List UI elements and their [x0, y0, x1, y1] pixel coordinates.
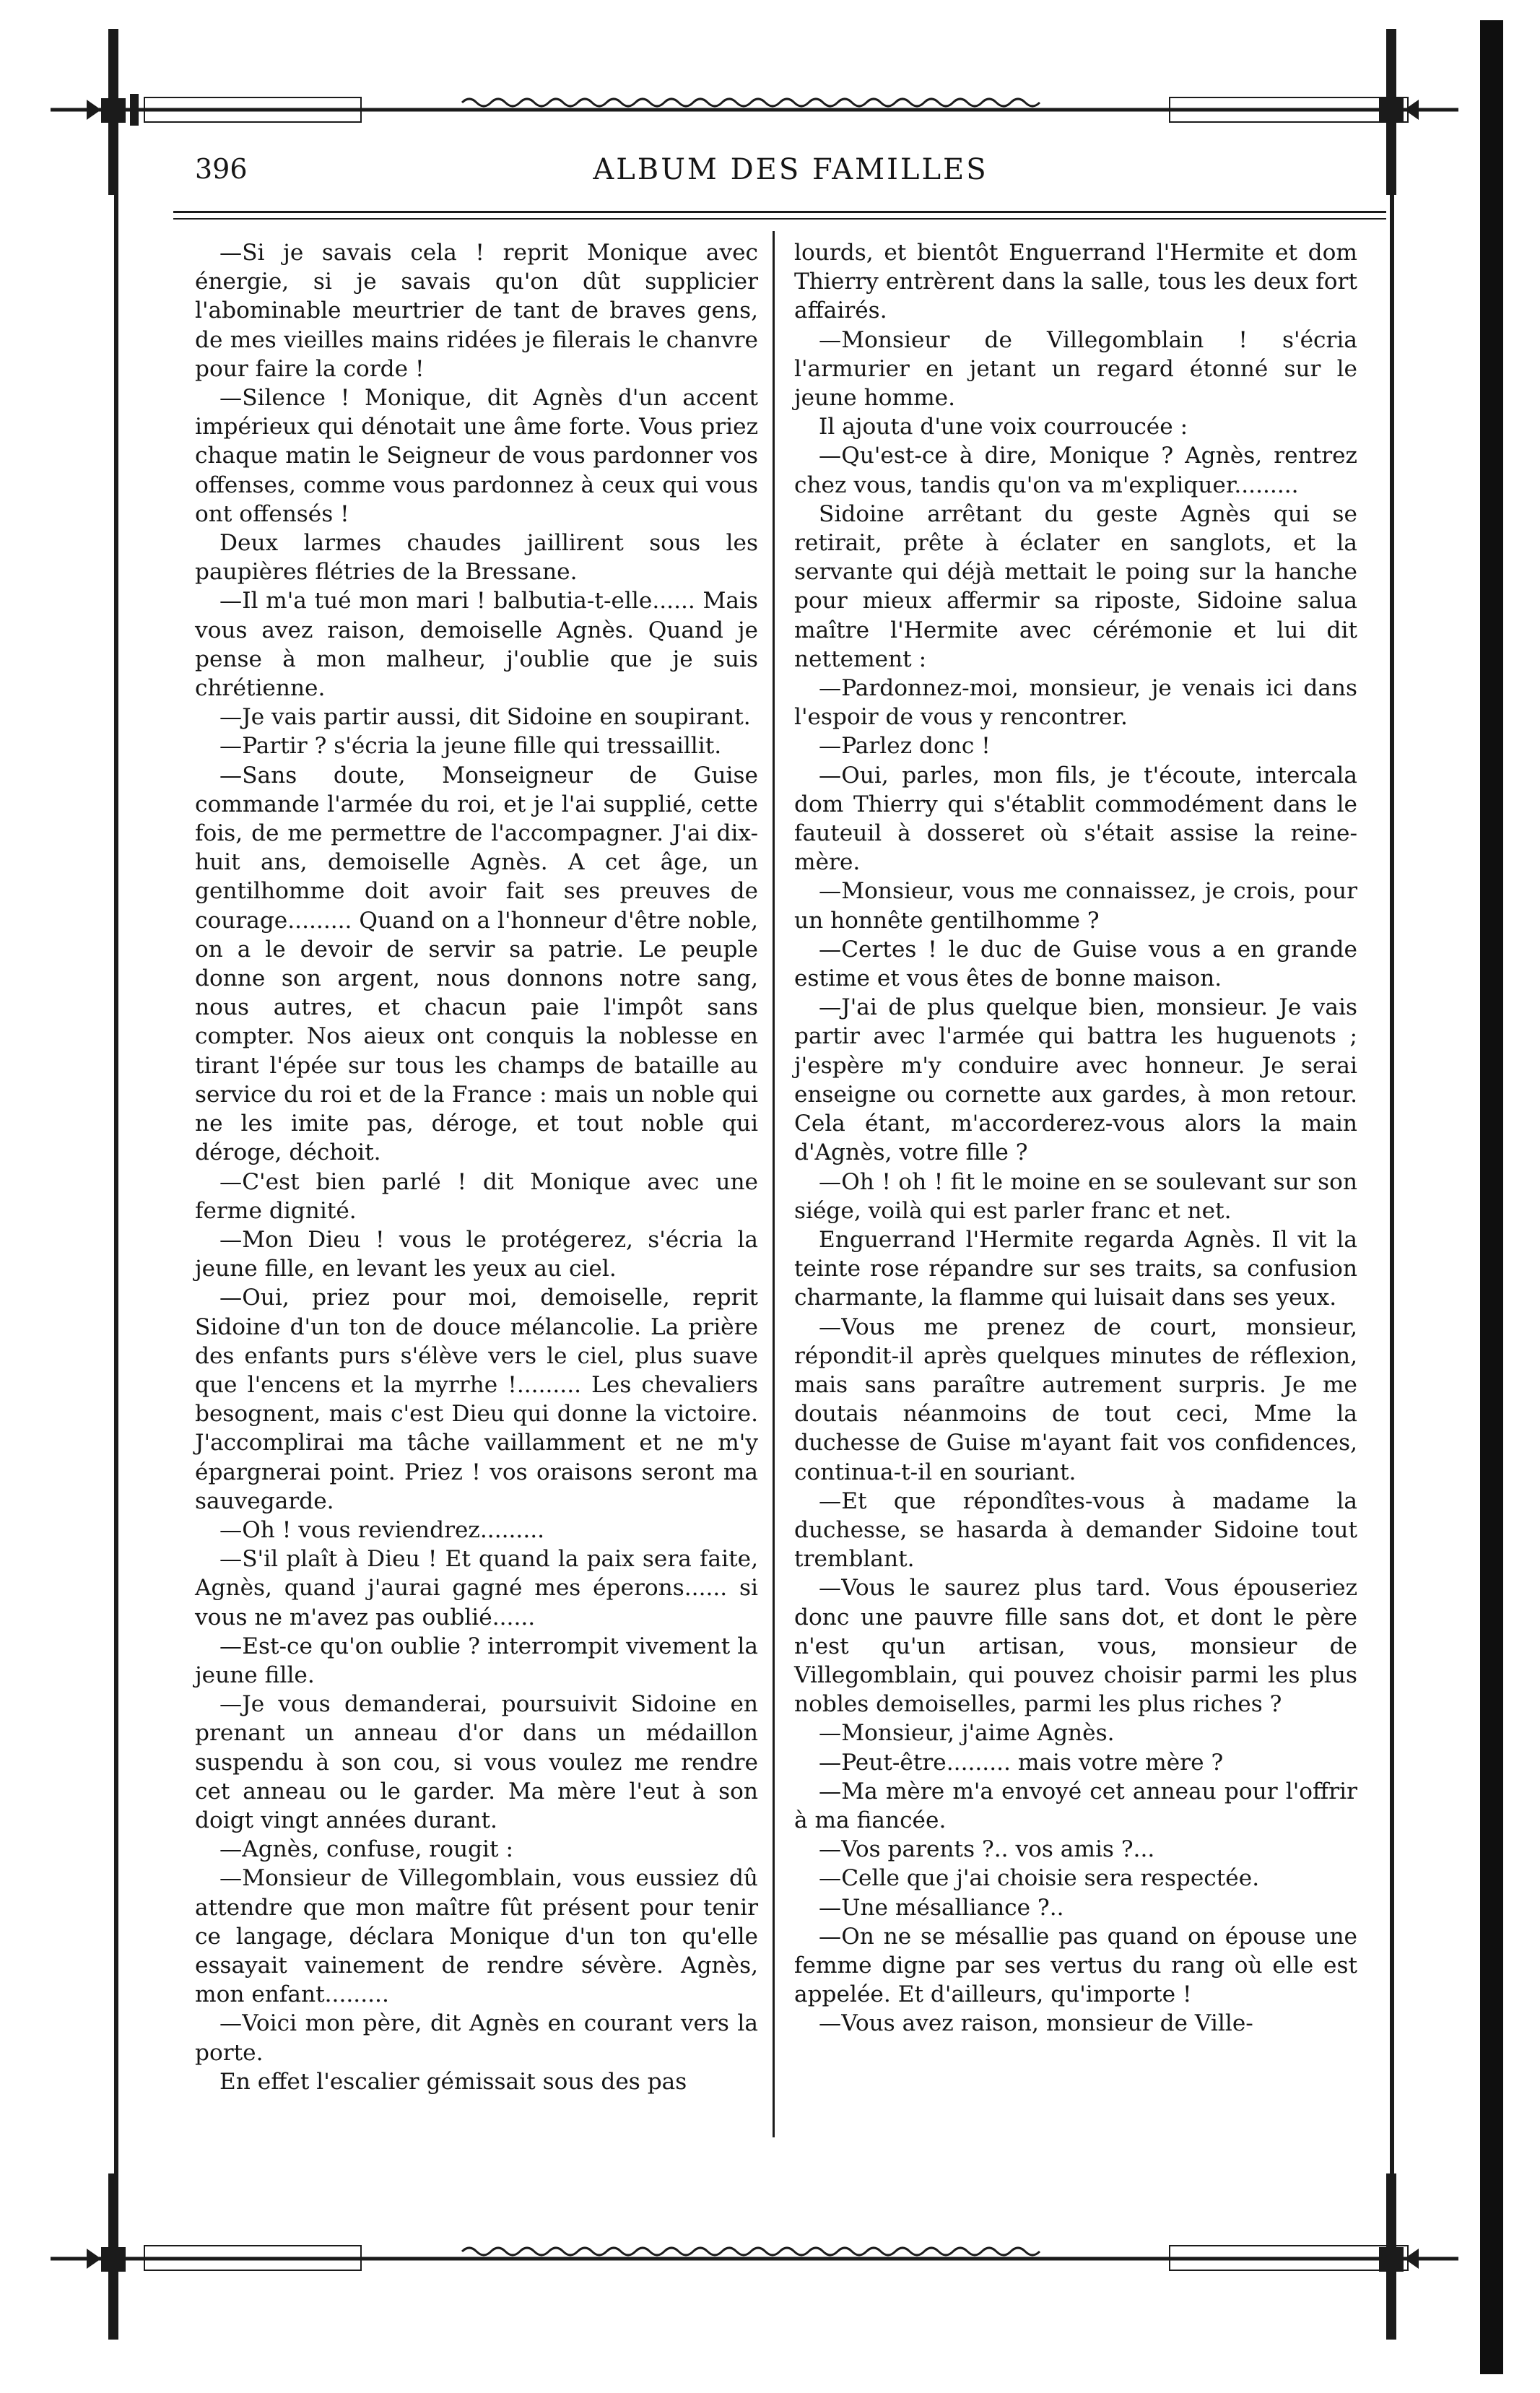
paragraph: —Parlez donc !: [819, 733, 991, 760]
paragraph: —Voici mon père, dit Agnès en courant vers la porte.: [195, 2010, 758, 2066]
paragraph: —Oh ! vous reviendrez.........: [219, 1516, 545, 1543]
header-rule-top: [173, 211, 1386, 213]
paragraph: —Je vous demanderai, poursuivit Sidoine en prenant un anneau d'or dans un médaillon suspendu à son cou, si vous voulez me rendre cet anneau ou le garder. Ma mère l'eut à son doigt vingt années durant.: [195, 1691, 758, 1833]
paragraph: —Si je savais cela ! reprit Monique avec énergie, si je savais qu'on dût supplicier l'abominable meurtrier de tant de braves gens, de mes vieilles mains ridées je filerais le chanvre pour faire la corde !: [195, 240, 758, 382]
paragraph: —Monsieur, j'aime Agnès.: [819, 1720, 1115, 1747]
paragraph: —Partir ? s'écria la jeune fille qui tressaillit.: [219, 733, 722, 760]
paragraph: —Vous avez raison, monsieur de Ville-: [819, 2010, 1253, 2037]
page-header: [195, 153, 1386, 204]
paragraph: —Est-ce qu'on oublie ? interrompit vivement la jeune fille.: [195, 1633, 758, 1688]
left-border-line: [114, 173, 118, 2210]
paragraph: —Vous me prenez de court, monsieur, répondit-il après quelques minutes de réflexion, mais sans paraître autrement surpris. Je me doutais néanmoins de tout ceci, Mme la duchesse de Guise m'ayant fait vos confidences, continua-t-il en souriant.: [794, 1313, 1357, 1485]
paragraph: —Monsieur, vous me connaissez, je crois, pour un honnête gentilhomme ?: [794, 878, 1357, 934]
paragraph: —Ma mère m'a envoyé cet anneau pour l'offrir à ma fiancée.: [794, 1778, 1357, 1833]
right-border-bar: [1480, 20, 1503, 2374]
paragraph: —Vos parents ?.. vos amis ?...: [819, 1836, 1155, 1863]
paragraph: —Peut-être......... mais votre mère ?: [819, 1749, 1224, 1776]
paragraph: —Je vais partir aussi, dit Sidoine en soupirant.: [219, 704, 751, 731]
paragraph: —Vous le saurez plus tard. Vous épouseriez donc une pauvre fille sans dot, et dont le père n'est qu'un artisan, vous, monsieur de Villegomblain, qui pouvez choisir parmi les plus nobles demoiselles, parmi les plus riches ?: [794, 1575, 1357, 1718]
page-number: 396: [195, 153, 248, 185]
paragraph: —Mon Dieu ! vous le protégerez, s'écria la jeune fille, en levant les yeux au ciel.: [195, 1226, 758, 1282]
paragraph: —Et que répondîtes-vous à madame la duchesse, se hasarda à demander Sidoine tout tremblant.: [794, 1488, 1357, 1573]
paragraph: —Certes ! le duc de Guise vous a en grande estime et vous êtes de bonne maison.: [794, 936, 1357, 992]
paragraph: —Oui, priez pour moi, demoiselle, reprit Sidoine d'un ton de douce mélancolie. La prière des enfants purs s'élève vers le ciel, plus suave que l'encens et la myrrhe !......... Les chevaliers besognent, mais c'est Dieu qui donne la victoire. J'accomplirai ma tâche vaillamment et ne m'y épargnerai point. Priez ! vos oraisons seront ma sauvegarde.: [195, 1285, 758, 1514]
paragraph: Il ajouta d'une voix courroucée :: [819, 414, 1188, 440]
paragraph: —Celle que j'ai choisie sera respectée.: [819, 1865, 1260, 1892]
paragraph: —Monsieur de Villegomblain ! s'écria l'armurier en jetant un regard étonné sur le jeune homme.: [794, 326, 1357, 412]
paragraph: —Il m'a tué mon mari ! balbutia-t-elle...... Mais vous avez raison, demoiselle Agnès. Quand je pense à mon malheur, j'oublie que je suis chrétienne.: [195, 588, 758, 702]
paragraph: —Qu'est-ce à dire, Monique ? Agnès, rentrez chez vous, tandis qu'on va m'expliquer.........: [794, 443, 1357, 498]
paragraph: En effet l'escalier gémissait sous des pas: [219, 2068, 687, 2095]
paragraph: Enguerrand l'Hermite regarda Agnès. Il vit la teinte rose répandre sur ses traits, sa confusion charmante, la flamme qui luisait dans ses yeux.: [794, 1226, 1357, 1311]
paragraph: Sidoine arrêtant du geste Agnès qui se retirait, prête à éclater en sanglots, et la servante qui déjà mettait le poing sur la hanche pour mieux affermir sa riposte, Sidoine salua maître l'Hermite avec cérémonie et lui dit nettement :: [794, 500, 1357, 672]
paragraph: —Pardonnez-moi, monsieur, je venais ici dans l'espoir de vous y rencontrer.: [794, 675, 1357, 731]
paragraph: —Monsieur de Villegomblain, vous eussiez dû attendre que mon maître fût présent pour tenir ce langage, déclara Monique d'un ton qu'elle essayait vainement de rendre sévère. Agnès, mon enfant.........: [195, 1865, 758, 2008]
paragraph: —Oui, parles, mon fils, je t'écoute, intercala dom Thierry qui s'établit commodément dans le fauteuil à dosseret où s'était assise la reine-mère.: [794, 762, 1357, 876]
left-column: [195, 238, 758, 2096]
paragraph: —Agnès, confuse, rougit :: [219, 1836, 513, 1863]
paragraph: —S'il plaît à Dieu ! Et quand la paix sera faite, Agnès, quand j'aurai gagné mes éperons...... si vous ne m'avez pas oublié......: [195, 1546, 758, 1630]
paragraph: —Une mésalliance ?..: [819, 1894, 1064, 1921]
paragraph: —On ne se mésallie pas quand on épouse une femme digne par ses vertus du rang où elle est appelée. Et d'ailleurs, qu'importe !: [794, 1923, 1357, 2008]
paragraph: Deux larmes chaudes jaillirent sous les paupières flétries de la Bressane.: [195, 530, 758, 586]
bottom-ornament-border: [29, 2173, 1480, 2340]
right-column: [794, 238, 1357, 2038]
paragraph: —C'est bien parlé ! dit Monique avec une ferme dignité.: [195, 1168, 758, 1224]
column-divider: [773, 231, 775, 2137]
right-border-line: [1390, 173, 1394, 2210]
running-title: ALBUM DES FAMILLES: [593, 153, 988, 186]
paragraph: —Silence ! Monique, dit Agnès d'un accent impérieux qui dénotait une âme forte. Vous priez chaque matin le Seigneur de vous pardonner vos offenses, comme vous pardonnez à ceux qui vous ont offensés !: [195, 385, 758, 527]
paragraph: —J'ai de plus quelque bien, monsieur. Je vais partir avec l'armée qui battra les huguenots ; j'espère m'y conduire avec honneur. Je serai enseigne ou cornette aux gardes, à mon retour. Cela étant, m'accorderez-vous alors la main d'Agnès, votre fille ?: [794, 994, 1357, 1166]
paragraph: —Sans doute, Monseigneur de Guise commande l'armée du roi, et je l'ai supplié, cette fois, de me permettre de l'accompagner. J'ai dix-huit ans, demoiselle Agnès. A cet âge, un gentilhomme doit avoir fait ses preuves de courage......... Quand on a l'honneur d'être noble, on a le devoir de servir sa patrie. Le peuple donne son argent, nous donnons notre sang, nous autres, et chacun paie l'impôt sans compter. Nos aieux ont conquis la noblesse en tirant l'épée sur tous les champs de bataille au service du roi et de la France : mais un noble qui ne les imite pas, déroge, et tout noble qui déroge, déchoit.: [195, 762, 758, 1166]
paragraph: —Oh ! oh ! fit le moine en se soulevant sur son siége, voilà qui est parler franc et net.: [794, 1168, 1357, 1224]
header-rule-bottom: [173, 218, 1386, 220]
paragraph: lourds, et bientôt Enguerrand l'Hermite et dom Thierry entrèrent dans la salle, tous les deux fort affairés.: [794, 240, 1357, 324]
